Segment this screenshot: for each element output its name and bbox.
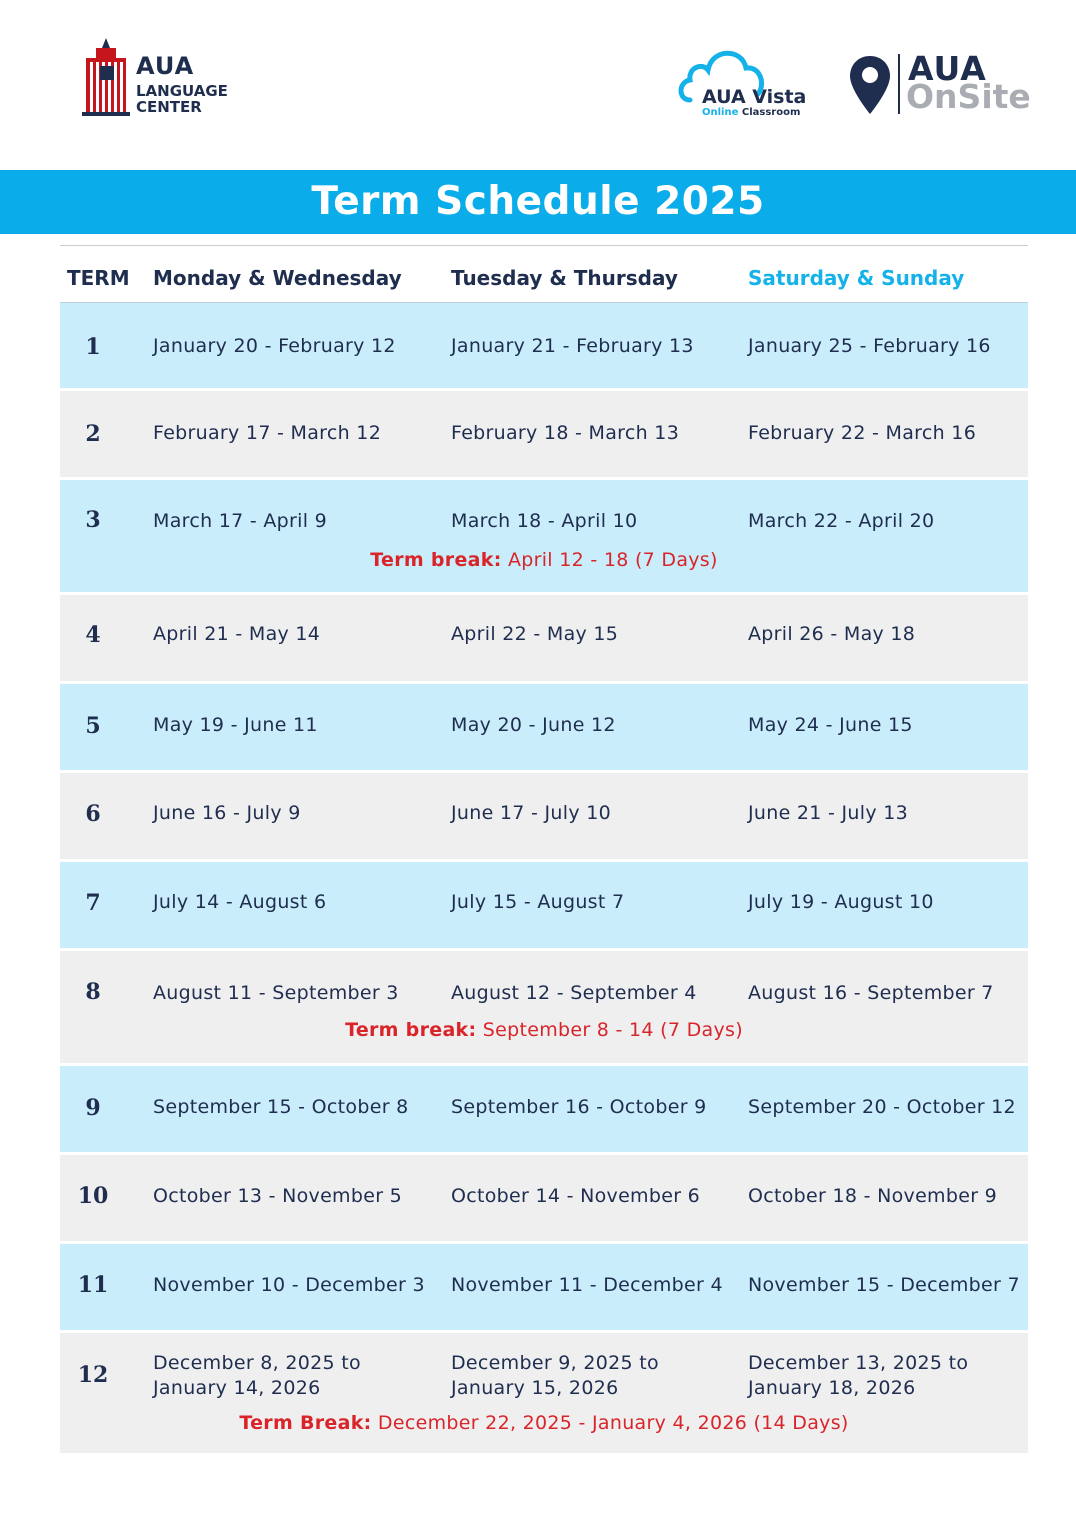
term-number: 3 — [85, 507, 101, 533]
mon-wed-dates — [153, 1351, 361, 1401]
tue-thu-dates-line1: December 9, 2025 to — [451, 1352, 659, 1374]
term-break-dates: December 22, 2025 - January 4, 2026 (14 Days) — [371, 1412, 849, 1434]
vista-title: AUA Vista — [702, 86, 807, 108]
header-sat-sun: Saturday & Sunday — [748, 266, 965, 290]
table-row — [60, 391, 1028, 480]
table-row — [60, 480, 1028, 595]
table-row — [60, 684, 1028, 773]
table-row — [60, 1155, 1028, 1244]
tue-thu-dates-line2: January 15, 2026 — [451, 1377, 619, 1399]
tue-thu-dates: May 20 - June 12 — [451, 714, 616, 736]
sat-sun-dates-line1: December 13, 2025 to — [748, 1352, 969, 1374]
sat-sun-dates: August 16 - September 7 — [748, 982, 994, 1004]
onsite-line1: AUA — [908, 49, 987, 88]
aua-logo-line1: AUA — [136, 52, 195, 80]
term-number: 1 — [85, 334, 101, 360]
term-break-note — [60, 1412, 1028, 1434]
tue-thu-dates: September 16 - October 9 — [451, 1096, 707, 1118]
mon-wed-dates: May 19 - June 11 — [153, 714, 318, 736]
sat-sun-dates-line2: January 18, 2026 — [748, 1377, 916, 1399]
table-row — [60, 773, 1028, 862]
term-break-label: Term Break: — [239, 1412, 372, 1434]
aua-vista-logo — [676, 42, 806, 122]
term-break-note — [60, 549, 1028, 571]
sat-sun-dates: February 22 - March 16 — [748, 422, 977, 444]
sat-sun-dates: October 18 - November 9 — [748, 1185, 998, 1207]
vista-subtitle — [702, 107, 800, 118]
sat-sun-dates: November 15 - December 7 — [748, 1274, 1020, 1296]
mon-wed-dates-line1: December 8, 2025 to — [153, 1352, 361, 1374]
term-number: 7 — [85, 890, 101, 916]
sat-sun-dates: March 22 - April 20 — [748, 510, 935, 532]
aua-logo-line3: CENTER — [136, 98, 202, 116]
tue-thu-dates: March 18 - April 10 — [451, 510, 638, 532]
tue-thu-dates: June 17 - July 10 — [451, 802, 612, 824]
table-row — [60, 951, 1028, 1066]
table-row — [60, 303, 1028, 391]
table-row — [60, 1333, 1028, 1456]
mon-wed-dates: February 17 - March 12 — [153, 422, 382, 444]
term-break-note — [60, 1019, 1028, 1041]
sat-sun-dates: April 26 - May 18 — [748, 623, 916, 645]
sat-sun-dates: January 25 - February 16 — [748, 335, 991, 357]
onsite-line2: OnSite — [906, 77, 1031, 116]
aua-language-center-logo — [82, 38, 242, 118]
term-number: 6 — [85, 801, 101, 827]
tue-thu-dates: April 22 - May 15 — [451, 623, 619, 645]
mon-wed-dates: April 21 - May 14 — [153, 623, 321, 645]
table-row — [60, 862, 1028, 951]
term-break-label: Term break: — [370, 549, 502, 571]
tue-thu-dates: July 15 - August 7 — [451, 891, 625, 913]
tue-thu-dates: January 21 - February 13 — [451, 335, 694, 357]
table-header — [60, 246, 1028, 303]
term-number: 12 — [77, 1362, 109, 1388]
mon-wed-dates: November 10 - December 3 — [153, 1274, 425, 1296]
term-number: 9 — [85, 1095, 101, 1121]
mon-wed-dates: July 14 - August 6 — [153, 891, 327, 913]
term-break-dates: September 8 - 14 (7 Days) — [476, 1019, 743, 1041]
sat-sun-dates — [748, 1351, 968, 1401]
table-row — [60, 1244, 1028, 1333]
mon-wed-dates: August 11 - September 3 — [153, 982, 399, 1004]
aua-onsite-logo — [848, 49, 1038, 122]
header-mon-wed: Monday & Wednesday — [153, 266, 402, 290]
aua-building-icon — [82, 38, 132, 118]
tue-thu-dates: November 11 - December 4 — [451, 1274, 723, 1296]
table-row — [60, 595, 1028, 684]
sat-sun-dates: September 20 - October 12 — [748, 1096, 1016, 1118]
vista-subtitle-classroom: Classroom — [741, 107, 801, 118]
page-title: Term Schedule 2025 — [0, 170, 1076, 234]
term-number: 2 — [85, 421, 101, 447]
mon-wed-dates: September 15 - October 8 — [153, 1096, 409, 1118]
tue-thu-dates: August 12 - September 4 — [451, 982, 697, 1004]
term-number: 5 — [85, 713, 101, 739]
sat-sun-dates: May 24 - June 15 — [748, 714, 913, 736]
tue-thu-dates — [451, 1351, 659, 1401]
term-break-dates: April 12 - 18 (7 Days) — [501, 549, 718, 571]
term-number: 10 — [77, 1183, 109, 1209]
term-break-label: Term break: — [345, 1019, 477, 1041]
mon-wed-dates: March 17 - April 9 — [153, 510, 328, 532]
schedule-table — [60, 245, 1028, 1456]
header-term: TERM — [67, 266, 130, 290]
onsite-divider — [898, 54, 900, 114]
term-number: 4 — [85, 622, 101, 648]
tue-thu-dates: October 14 - November 6 — [451, 1185, 701, 1207]
mon-wed-dates-line2: January 14, 2026 — [153, 1377, 321, 1399]
table-row — [60, 1066, 1028, 1155]
term-number: 8 — [85, 979, 101, 1005]
sat-sun-dates: June 21 - July 13 — [748, 802, 909, 824]
page-header — [0, 0, 1076, 170]
tue-thu-dates: February 18 - March 13 — [451, 422, 680, 444]
aua-logo-line2: LANGUAGE — [136, 82, 228, 100]
mon-wed-dates: October 13 - November 5 — [153, 1185, 403, 1207]
vista-subtitle-online: Online — [702, 107, 739, 118]
term-number: 11 — [77, 1272, 109, 1298]
header-tue-thu: Tuesday & Thursday — [451, 266, 678, 290]
map-pin-icon — [848, 54, 892, 118]
mon-wed-dates: January 20 - February 12 — [153, 335, 396, 357]
sat-sun-dates: July 19 - August 10 — [748, 891, 934, 913]
mon-wed-dates: June 16 - July 9 — [153, 802, 301, 824]
